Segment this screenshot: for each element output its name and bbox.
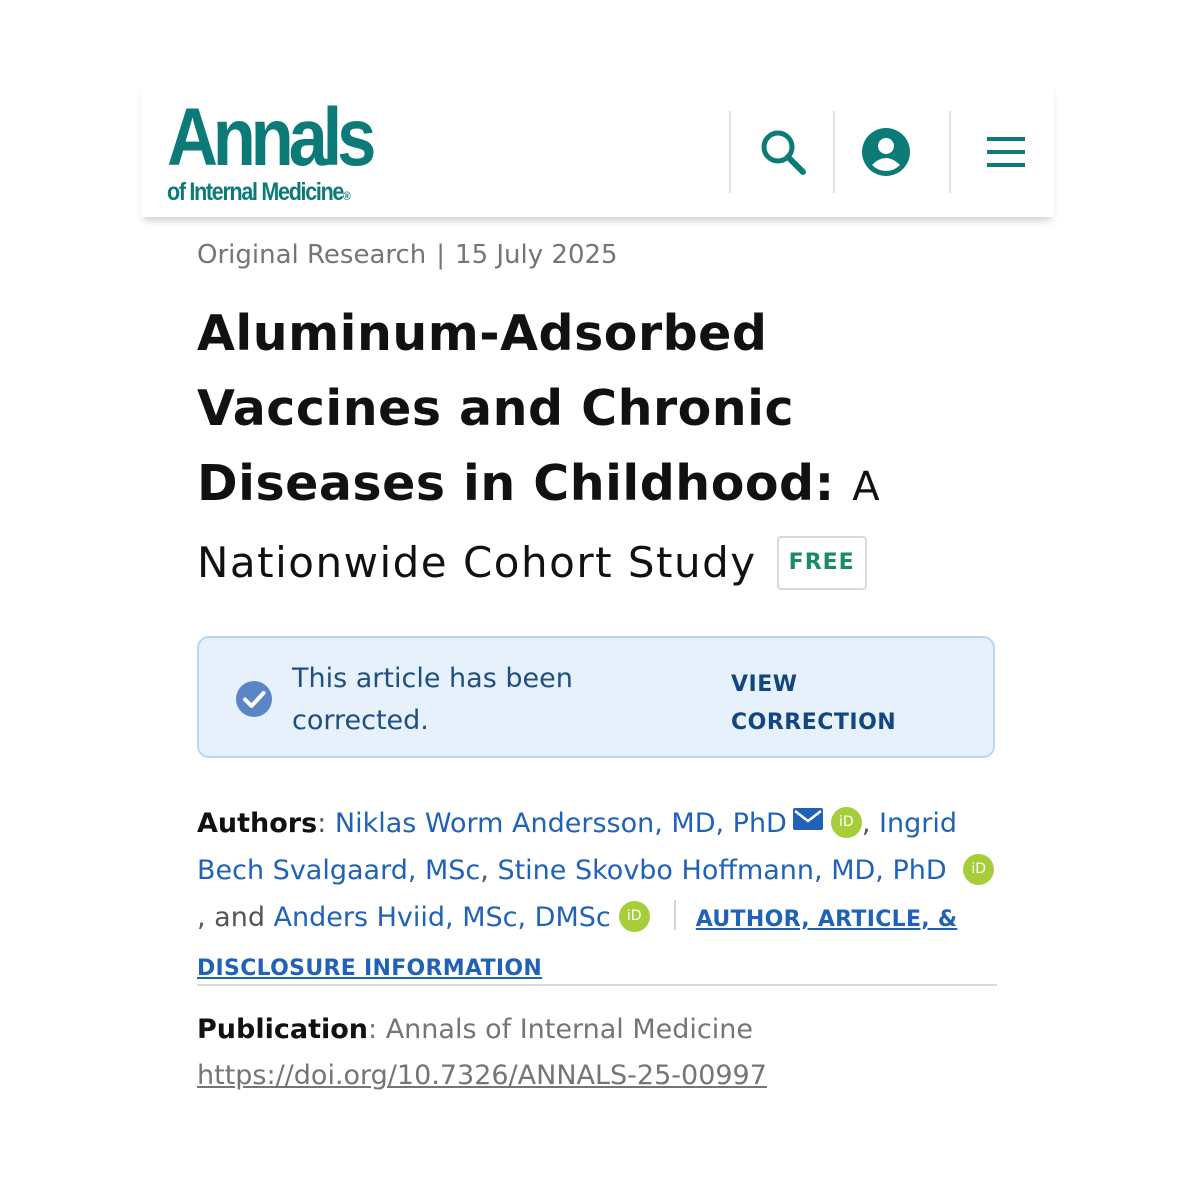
orcid-icon[interactable]: iD — [619, 901, 650, 932]
meta-separator: | — [436, 240, 446, 270]
title-line-3 — [197, 446, 957, 525]
subtitle-start: A — [852, 464, 881, 510]
subtitle-text: Nationwide Cohort Study — [197, 538, 757, 587]
disclosure-info-link[interactable]: AUTHOR, ARTICLE, & DISCLOSURE INFORMATION — [197, 907, 958, 981]
logo-main-text: Annals — [167, 92, 372, 183]
author-separator: , — [861, 808, 880, 839]
view-correction-link[interactable]: VIEW CORRECTION — [731, 672, 897, 735]
subtitle-line — [197, 525, 957, 600]
header-divider — [833, 111, 835, 193]
author-link[interactable]: Niklas Worm Andersson, MD, PhD — [334, 808, 787, 839]
author-separator: , — [480, 855, 498, 886]
article-title — [197, 296, 957, 600]
header-divider — [949, 111, 951, 193]
correction-message: This article has been corrected. — [292, 663, 573, 736]
logo-sub-text — [167, 179, 371, 209]
article-meta — [197, 238, 618, 272]
publication-label: Publication — [197, 1014, 369, 1045]
authors-colon: : — [317, 808, 335, 839]
menu-button[interactable] — [973, 119, 1039, 185]
check-circle-icon — [235, 680, 273, 718]
publication-colon: : — [368, 1014, 386, 1045]
search-icon — [758, 127, 808, 177]
orcid-icon[interactable]: iD — [831, 807, 862, 838]
publication-line — [197, 1007, 997, 1053]
journal-name: Annals of Internal Medicine — [385, 1014, 753, 1045]
doi-link[interactable]: https://doi.org/10.7326/ANNALS-25-00997 — [197, 1060, 767, 1091]
title-line: Vaccines and Chronic — [197, 380, 795, 437]
site-header — [141, 85, 1054, 217]
author-link[interactable]: Ingrid Bech Svalgaard, MSc — [197, 808, 957, 886]
article-type: Original Research — [197, 240, 427, 270]
authors-divider — [674, 900, 676, 930]
header-divider — [729, 111, 731, 193]
registered-mark: ® — [343, 189, 351, 203]
authors-block — [197, 798, 997, 992]
search-button[interactable] — [750, 119, 816, 185]
title-line: Aluminum-Adsorbed — [197, 305, 768, 362]
journal-logo[interactable] — [167, 92, 404, 209]
article-date: 15 July 2025 — [455, 240, 618, 270]
correction-notice — [197, 636, 995, 758]
free-badge: FREE — [777, 536, 867, 590]
mail-icon[interactable] — [793, 798, 823, 845]
author-separator: , and — [197, 902, 274, 933]
section-divider — [197, 984, 997, 986]
publication-block — [197, 1007, 997, 1099]
account-button[interactable] — [853, 119, 919, 185]
menu-icon — [986, 134, 1026, 170]
title-line-bold: Diseases in Childhood: — [197, 455, 835, 512]
orcid-icon[interactable]: iD — [963, 854, 994, 885]
author-link[interactable]: Anders Hviid, MSc, DMSc — [273, 902, 611, 933]
author-link[interactable]: Stine Skovbo Hoffmann, MD, PhD — [497, 855, 947, 886]
logo-subtitle: of Internal Medicine — [167, 178, 344, 206]
authors-label: Authors — [197, 808, 318, 839]
account-icon — [861, 127, 911, 177]
